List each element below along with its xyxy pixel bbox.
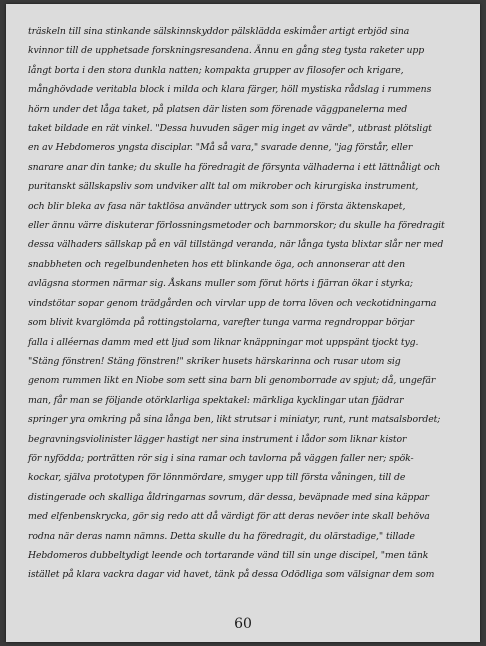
text-line: springer yra omkring på sina långa ben, likt strutsar i miniatyr, runt, runt matsalsbordet;	[28, 414, 441, 426]
text-line: vindstötar sopar genom trädgården och virvlar upp de torra löven och veckotidningarna	[28, 297, 437, 309]
text-line: för nyfödda; porträtten rör sig i sina ramar och tavlorna på väggen faller ner; spök-	[28, 452, 414, 464]
text-line: falla i alléernas damm med ett ljud som liknar knäppningar mot uppspänt tjockt tyg.	[28, 336, 419, 348]
book-page	[6, 4, 480, 642]
page-body-text	[28, 22, 464, 585]
text-line: träskeln till sina stinkande sälskinnskyddor pälsklädda eskimåer artigt erbjöd sina	[28, 26, 410, 37]
text-line: snabbheten och regelbundenheten hos ett blinkande öga, och annonserar att den	[28, 258, 405, 270]
text-line: avlägsna stormen närmar sig. Åskans muller som förut hörts i fjärran ökar i styrka;	[28, 278, 413, 290]
text-line: snarare anar din tanke; du skulle ha föredragit de försynta välhaderna i ett lättnåligt och	[28, 161, 441, 173]
text-line: distingerade och skalliga åldringarnas sovrum, där dessa, beväpnade med sina käppar	[28, 491, 429, 503]
text-line: taket bildade en rät vinkel. "Dessa huvuden säger mig inget av värde", utbrast plötsligt	[28, 123, 432, 135]
text-line: dessa välhaders sällskap på en väl tillstängd veranda, när långa tysta blixtar slår ner med	[28, 239, 444, 251]
text-line: som blivit kvarglömda på rottingstolarna, varefter tunga varma regndroppar börjar	[28, 317, 415, 329]
page-number: 60	[234, 616, 252, 632]
text-line: istället på klara vackra dagar vid havet, tänk på dessa Odödliga som välsignar dem som	[28, 569, 435, 581]
text-line: månghövdade veritabla block i milda och klara färger, höll mystiska rådslag i rummens	[28, 84, 432, 96]
text-line: kockar, själva prototypen för lönnmördare, smyger upp till första våningen, till de	[28, 472, 406, 484]
text-line: rodna när deras namn nämns. Detta skulle du ha föredragit, du olärstadige," tillade	[28, 530, 415, 542]
text-line: hörn under det låga taket, på platsen där listen som förenade väggpanelerna med	[28, 103, 408, 115]
text-line: med elfenbenskrycka, gör sig redo att då värdigt för att deras nevöer inte skall behöva	[28, 511, 430, 523]
text-line: man, får man se följande otörklarliga spektakel: märkliga kycklingar utan fjädrar	[28, 394, 404, 406]
text-line: "Stäng fönstren! Stäng fönstren!" skriker husets härskarinna och rusar utom sig	[28, 355, 401, 367]
text-line: eller ännu värre diskuterar förlossningsmetoder och barnmorskor; du skulle ha föredragit	[28, 220, 445, 232]
text-line: och blir bleka av fasa när taktlösa använder uttryck som son i första äktenskapet,	[28, 200, 406, 212]
text-line: kvinnor till de upphetsade forskningsresandena. Ännu en gång steg tysta raketer upp	[28, 45, 425, 57]
text-line: begravningsviolinister lägger hastigt ner sina instrument i lådor som liknar kistor	[28, 433, 407, 445]
text-line: en av Hebdomeros yngsta disciplar. "Må så vara," svarade denne, "jag förstår, eller	[28, 142, 413, 154]
text-line: Hebdomeros dubbeltydigt leende och tortarande vänd till sin unge discipel, "men tänk	[28, 549, 429, 561]
text-line: långt borta i den stora dunkla natten; kompakta grupper av filosofer och krigare,	[28, 64, 404, 76]
text-line: genom rummen likt en Niobe som sett sina barn bli genomborrade av spjut; då, ungefär	[28, 375, 436, 387]
text-line: puritanskt sällskapsliv som undviker allt tal om mikrober och kirurgiska instrument,	[28, 181, 419, 193]
